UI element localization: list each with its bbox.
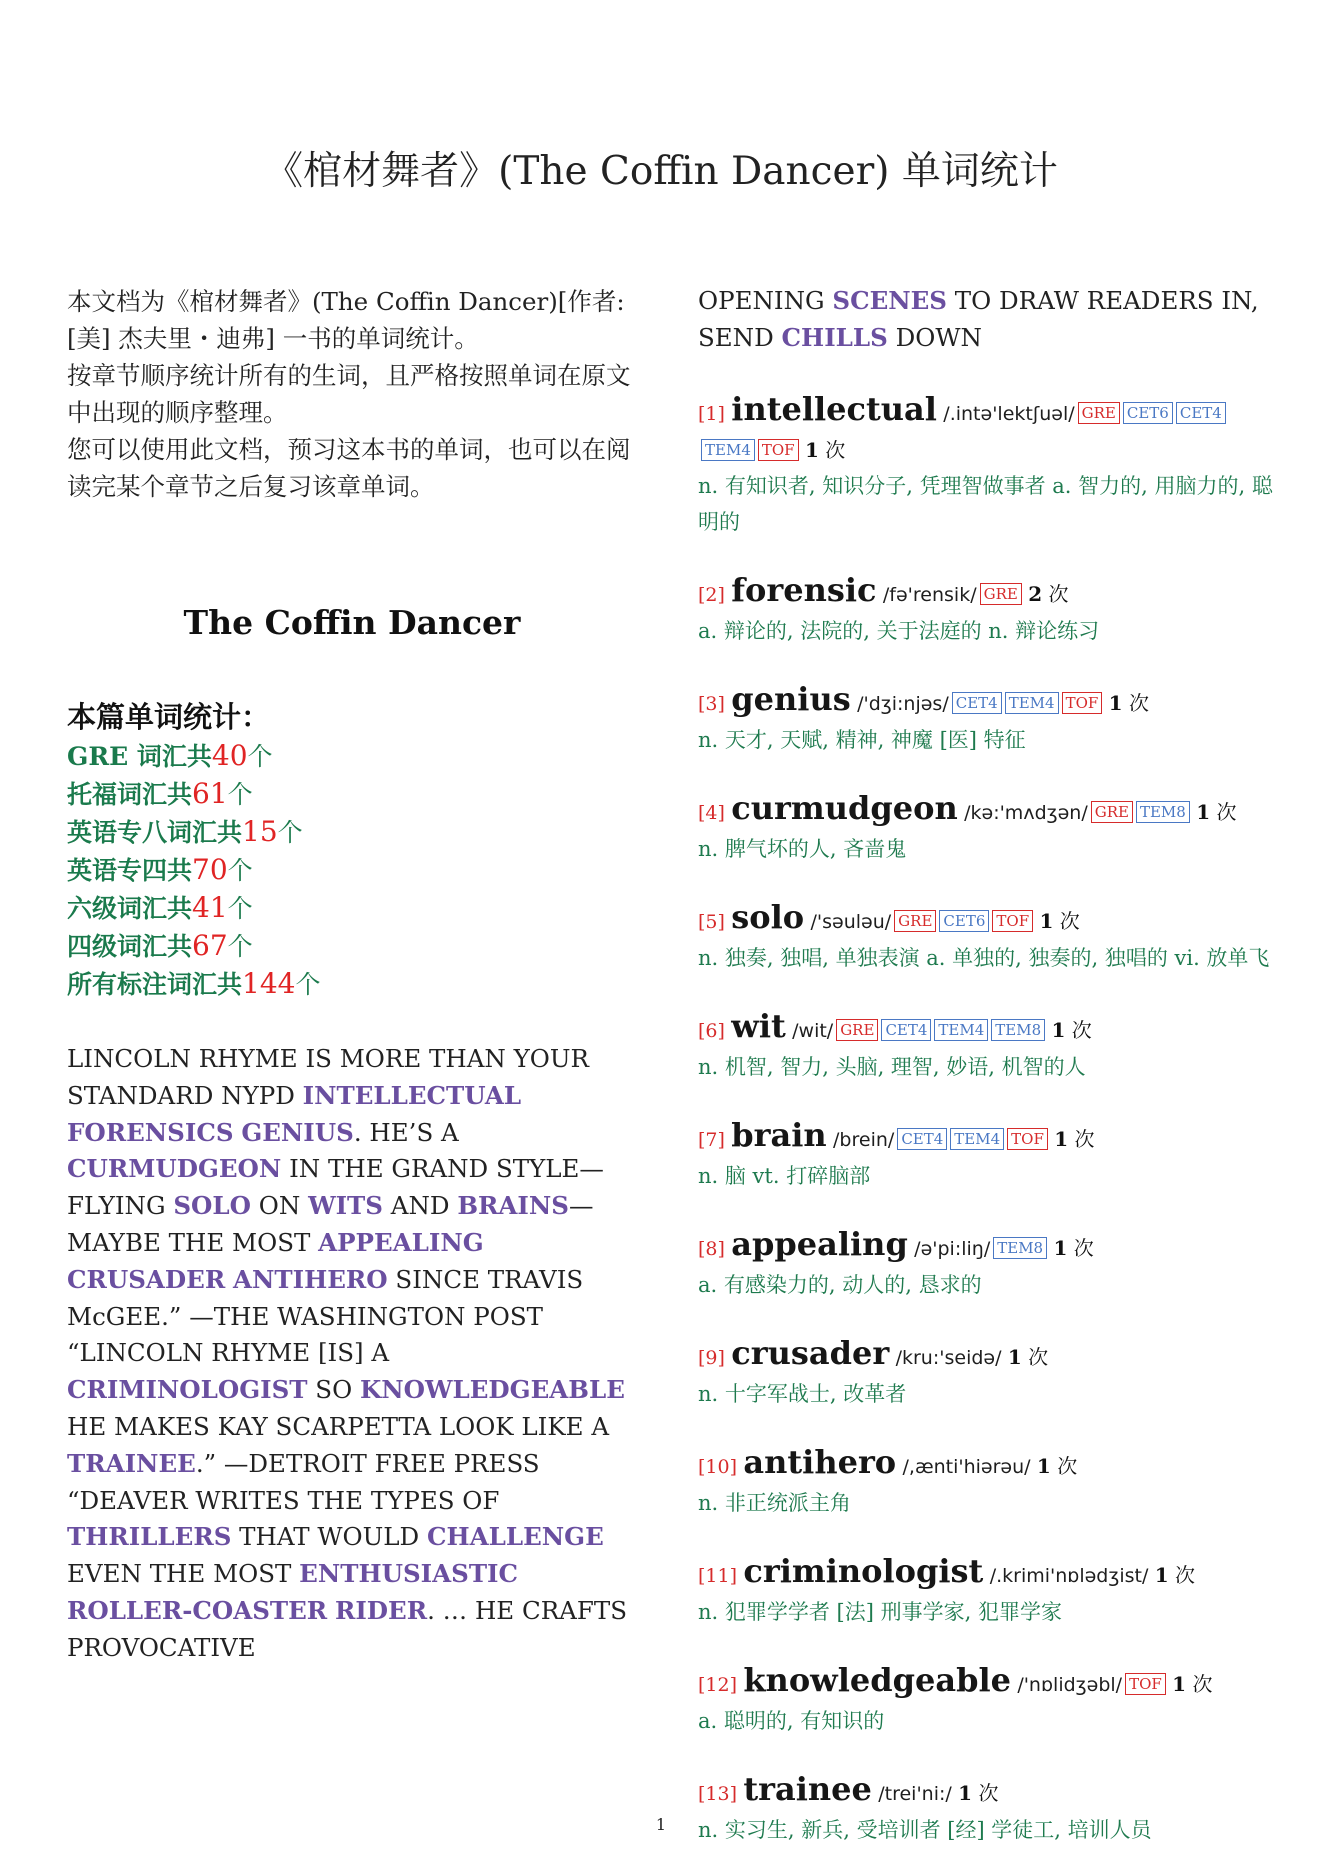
stats-line [67,965,637,1003]
intro-line: 按章节顺序统计所有的生词，且严格按照单词在原文中出现的顺序整理。 [67,361,631,427]
entry-word: intellectual [731,389,937,428]
occurrence-count [958,1781,998,1805]
section-title: The Coffin Dancer [183,603,521,642]
vocab-entry [698,790,1278,867]
entry-header [698,1008,1278,1049]
book-excerpt-continued [698,283,1278,357]
document-title: 《棺材舞者》(The Coffin Dancer) 单词统计 [264,149,1058,194]
occurrence-count [1155,1563,1195,1587]
excerpt-text: DOWN [887,322,982,352]
highlighted-word: GENIUS [241,1117,354,1147]
occurrence-count [1109,691,1149,715]
highlighted-word: ROLLER-COASTER [67,1595,328,1625]
excerpt-text: OPENING [698,286,833,315]
excerpt-text: EVEN THE MOST [67,1559,300,1589]
exam-tag: CET4 [881,1019,931,1041]
occurrence-count [1028,582,1068,606]
right-column [698,283,1278,1848]
entry-phonetic: /.krimi'nɒlədʒist/ [989,1564,1149,1587]
book-excerpt [67,1041,637,1667]
entry-definition: n. 犯罪学学者 [法] 刑事学家, 犯罪学家 [698,1599,1062,1624]
count-number: 1 [1054,1126,1069,1151]
stats-unit: 个 [247,742,273,771]
entry-word: brain [731,1115,827,1154]
entry-phonetic: /ə'pi:liŋ/ [914,1237,991,1260]
stats-count: 41 [192,891,228,924]
highlighted-word: CURMUDGEON [67,1154,282,1184]
entry-phonetic: /fə'rensik/ [882,583,977,606]
vocab-entry [698,1553,1278,1630]
highlighted-word: RIDER [334,1595,428,1625]
entry-index: [4] [698,801,725,824]
excerpt-text: THAT WOULD [231,1522,427,1552]
entry-header [698,1226,1278,1267]
exam-tag: TOF [758,439,799,461]
exam-tag: TOF [992,910,1033,932]
stats-unit: 个 [295,970,321,999]
excerpt-text: AND [382,1191,458,1221]
exam-tag: TEM4 [1005,692,1059,714]
stats-unit: 个 [227,894,253,923]
vocab-entry [698,1444,1278,1521]
exam-tag: CET6 [939,910,989,932]
stats-count: 67 [192,929,228,962]
entry-word: genius [731,679,851,718]
stats-label: 英语专四共 [67,856,193,885]
occurrence-count [1037,1454,1077,1478]
exam-tag: CET4 [952,692,1002,714]
stats-label: 所有标注词汇共 [67,970,243,999]
entry-index: [10] [698,1455,738,1478]
occurrence-count [1039,909,1079,933]
occurrence-count [1052,1018,1092,1042]
entry-word: forensic [731,570,877,609]
excerpt-text: IN THE GRAND STYLE—FLYING [67,1154,604,1221]
excerpt-text: . HE’S A [353,1117,459,1147]
entry-index: [11] [698,1564,738,1587]
entry-phonetic: /'nɒlidʒəbl/ [1017,1673,1123,1696]
excerpt-text: . … HE CRAFTS PROVOCATIVE [67,1595,627,1662]
count-number: 1 [1051,1017,1066,1042]
exam-tag: GRE [836,1019,878,1041]
highlighted-word: CRIMINOLOGIST [67,1375,308,1405]
entry-definition: n. 天才, 天赋, 精神, 神魔 [医] 特征 [698,727,1026,752]
exam-tag: CET4 [897,1128,947,1150]
entry-header [698,1444,1278,1485]
excerpt-text: .” —DETROIT FREE PRESS “DEAVER WRITES THE TYPES OF [67,1448,540,1515]
excerpt-text [225,1265,233,1294]
vocabulary-list [698,391,1278,1848]
exam-tag: TEM8 [993,1237,1047,1259]
exam-tag: GRE [980,583,1022,605]
entry-word: wit [731,1006,786,1045]
entry-phonetic: /kə:'mʌdʒən/ [964,801,1088,824]
intro-line: 本文档为《棺材舞者》(The Coffin Dancer)[作者: [美] 杰夫里・迪弗] 一书的单词统计。 [67,287,625,353]
entry-word: trainee [743,1769,872,1808]
stats-unit: 个 [277,818,303,847]
entry-index: [12] [698,1673,738,1696]
stats-count: 70 [192,853,228,886]
count-number: 1 [958,1780,973,1805]
entry-index: [1] [698,402,725,425]
stats-count: 40 [211,739,248,772]
highlighted-word: APPEALING [318,1227,484,1257]
count-number: 1 [1007,1344,1022,1369]
highlighted-word: KNOWLEDGEABLE [359,1375,625,1405]
entry-header [698,790,1278,831]
excerpt-text: —MAYBE THE MOST [67,1191,594,1257]
count-unit: 次 [1128,690,1149,715]
exam-tag: CET4 [1176,402,1226,424]
highlighted-word: WITS [308,1191,383,1221]
excerpt-text: ON [250,1191,309,1221]
stats-list [67,737,637,1003]
stats-count: 144 [242,967,296,1000]
entry-phonetic: /wit/ [792,1019,834,1042]
entry-header [698,899,1278,940]
stats-label: 四级词汇共 [67,932,193,961]
count-unit: 次 [1057,1453,1078,1478]
exam-tag: TEM8 [991,1019,1045,1041]
highlighted-word: ENTHUSIASTIC [299,1559,519,1589]
count-unit: 次 [1192,1671,1213,1696]
excerpt-text: SINCE TRAVIS McGEE.” —THE WASHINGTON POST “LINCOLN RHYME [IS] A [67,1264,584,1368]
entry-header [698,1553,1278,1594]
stats-label: 托福词汇共 [67,780,193,809]
highlighted-word: FORENSICS [67,1117,234,1147]
entry-word: solo [731,897,805,936]
entry-definition: n. 实习生, 新兵, 受培训者 [经] 学徒工, 培训人员 [698,1817,1152,1842]
count-number: 2 [1028,581,1043,606]
excerpt-text: LINCOLN RHYME IS MORE THAN YOUR STANDARD NYPD [67,1044,589,1110]
highlighted-word: THRILLERS [67,1522,232,1552]
count-unit: 次 [1216,799,1237,824]
count-unit: 次 [1074,1126,1095,1151]
stats-unit: 个 [227,856,253,885]
entry-header [698,1335,1278,1376]
highlighted-word: SOLO [173,1191,251,1221]
entry-index: [8] [698,1237,725,1260]
left-column [67,283,637,1667]
count-number: 1 [1196,799,1211,824]
entry-definition: a. 聪明的, 有知识的 [698,1708,885,1733]
entry-header [698,1771,1278,1812]
entry-index: [9] [698,1346,725,1369]
vocab-entry [698,899,1278,976]
stats-line [67,927,637,965]
count-number: 1 [1108,690,1123,715]
vocab-entry [698,1662,1278,1739]
exam-tag: TEM4 [701,439,755,461]
highlighted-word: ANTIHERO [233,1264,388,1294]
intro-line: 您可以使用此文档，预习这本书的单词，也可以在阅读完某个章节之后复习该章单词。 [67,435,631,501]
vocab-entry [698,572,1278,649]
entry-header [698,572,1278,613]
vocab-entry [698,1771,1278,1848]
stats-line [67,775,637,813]
vocab-entry [698,1226,1278,1303]
exam-tag: TOF [1125,1673,1166,1695]
count-unit: 次 [1048,581,1069,606]
entry-definition: n. 脑 vt. 打碎脑部 [698,1163,871,1188]
entry-phonetic: /trei'ni:/ [878,1782,952,1805]
count-unit: 次 [978,1780,999,1805]
entry-phonetic: /kru:'seidə/ [895,1346,1002,1369]
entry-header [698,391,1278,468]
entry-definition: a. 有感染力的, 动人的, 恳求的 [698,1272,982,1297]
count-number: 1 [804,437,819,462]
highlighted-word: CHILLS [781,322,888,352]
count-unit: 次 [1059,908,1080,933]
count-unit: 次 [825,437,846,462]
stats-count: 61 [192,777,228,810]
entry-index: [2] [698,583,725,606]
entry-header [698,681,1278,722]
entry-word: antihero [743,1442,897,1481]
highlighted-word: INTELLECTUAL [302,1080,522,1110]
occurrence-count [1196,800,1236,824]
excerpt-text: HE MAKES KAY SCARPETTA LOOK LIKE A [67,1411,610,1441]
count-unit: 次 [1175,1562,1196,1587]
count-unit: 次 [1028,1344,1049,1369]
occurrence-count [805,438,845,462]
count-number: 1 [1172,1671,1187,1696]
count-number: 1 [1039,908,1054,933]
vocab-entry [698,1335,1278,1412]
entry-definition: n. 独奏, 独唱, 单独表演 a. 单独的, 独奏的, 独唱的 vi. 放单飞 [698,945,1270,970]
exam-tag: GRE [1091,801,1133,823]
entry-index: [5] [698,910,725,933]
entry-phonetic: /'dʒi:njəs/ [857,692,949,715]
entry-header [698,1117,1278,1158]
vocab-entry [698,391,1278,540]
entry-phonetic: /brein/ [833,1128,895,1151]
exam-tag: GRE [894,910,936,932]
stats-unit: 个 [227,780,253,809]
stats-line [67,851,637,889]
entry-phonetic: /.intə'lektʃuəl/ [943,402,1075,425]
entry-word: appealing [731,1224,908,1263]
entry-word: criminologist [743,1551,984,1590]
entry-definition: n. 机智, 智力, 头脑, 理智, 妙语, 机智的人 [698,1054,1086,1079]
highlighted-word: CRUSADER [67,1264,226,1294]
stats-line [67,813,637,851]
entry-header [698,1662,1278,1703]
count-number: 1 [1053,1235,1068,1260]
excerpt-text: SO [307,1375,360,1405]
highlighted-word: TRAINEE [67,1448,196,1478]
stats-heading: 本篇单词统计： [67,700,271,734]
entry-definition: n. 脾气坏的人, 吝啬鬼 [698,836,907,861]
highlighted-word: BRAINS [457,1191,569,1221]
exam-tag: TEM4 [950,1128,1004,1150]
stats-label: 英语专八词汇共 [67,818,243,847]
entry-word: knowledgeable [743,1660,1011,1699]
exam-tag: TEM4 [934,1019,988,1041]
occurrence-count [1054,1127,1094,1151]
entry-word: crusader [731,1333,890,1372]
occurrence-count [1008,1345,1048,1369]
occurrence-count [1053,1236,1093,1260]
entry-index: [6] [698,1019,725,1042]
entry-phonetic: /'səuləu/ [810,910,892,933]
vocab-entry [698,1117,1278,1194]
entry-index: [7] [698,1128,725,1151]
exam-tag: TOF [1062,692,1103,714]
highlighted-word: SCENES [832,286,948,315]
entry-phonetic: /,ænti'hiərəu/ [902,1455,1031,1478]
vocab-entry [698,681,1278,758]
count-number: 1 [1154,1562,1169,1587]
exam-tag: GRE [1078,402,1120,424]
stats-count: 15 [242,815,278,848]
entry-definition: n. 有知识者, 知识分子, 凭理智做事者 a. 智力的, 用脑力的, 聪明的 [698,473,1273,534]
entry-index: [3] [698,692,725,715]
entry-definition: n. 非正统派主角 [698,1490,851,1515]
entry-index: [13] [698,1782,738,1805]
exam-tag: TOF [1007,1128,1048,1150]
entry-word: curmudgeon [731,788,958,827]
excerpt-text [327,1596,335,1625]
exam-tag: TEM8 [1136,801,1190,823]
stats-label: GRE 词汇共 [67,742,212,771]
stats-label: 六级词汇共 [67,894,193,923]
vocab-entry [698,1008,1278,1085]
count-unit: 次 [1073,1235,1094,1260]
entry-definition: n. 十字军战士, 改革者 [698,1381,907,1406]
count-unit: 次 [1071,1017,1092,1042]
excerpt-text: TO DRAW READERS IN, SEND [698,286,1259,352]
entry-definition: a. 辩论的, 法院的, 关于法庭的 n. 辩论练习 [698,618,1100,643]
stats-line [67,889,637,927]
intro-paragraph [67,283,637,505]
stats-line [67,737,637,775]
count-number: 1 [1036,1453,1051,1478]
page-number: 1 [655,1815,667,1834]
stats-unit: 个 [227,932,253,961]
exam-tag: CET6 [1123,402,1173,424]
occurrence-count [1172,1672,1212,1696]
highlighted-word: CHALLENGE [426,1522,604,1552]
